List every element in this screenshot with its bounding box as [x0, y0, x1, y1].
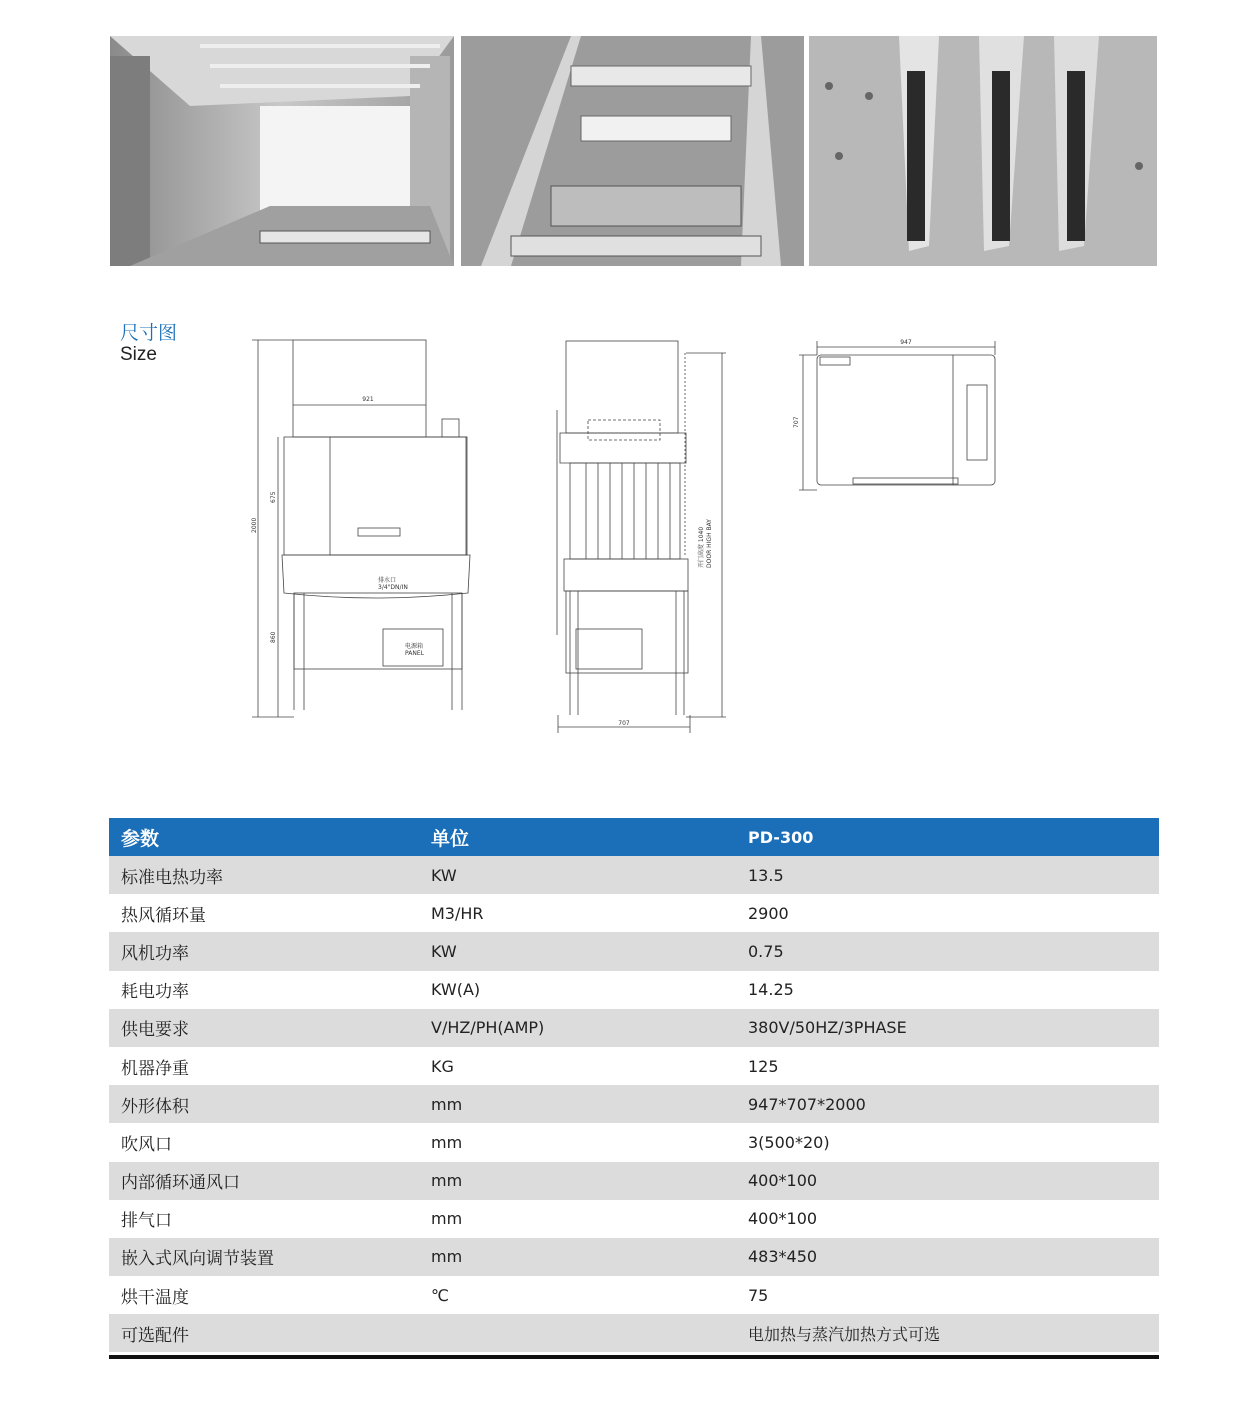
front-lower-height: 860 — [270, 631, 277, 643]
row-param: 耗电功率 — [109, 971, 419, 1009]
table-row — [109, 1200, 1159, 1238]
row-value: 400*100 — [736, 1162, 1159, 1200]
table-row — [109, 1123, 1159, 1161]
table-row — [109, 1238, 1159, 1276]
table-row — [109, 1047, 1159, 1085]
table-row — [109, 932, 1159, 970]
table-row — [109, 1085, 1159, 1123]
side-bottom-width: 707 — [618, 720, 630, 727]
row-value: 483*450 — [736, 1238, 1159, 1276]
row-param: 标准电热功率 — [109, 856, 419, 894]
door-height-label: 开门高度 1040 — [698, 526, 705, 568]
row-param: 嵌入式风向调节装置 — [109, 1238, 419, 1276]
row-unit: M3/HR — [419, 894, 736, 932]
row-unit: mm — [419, 1200, 736, 1238]
row-value: 14.25 — [736, 971, 1159, 1009]
row-unit: KW — [419, 932, 736, 970]
table-row — [109, 856, 1159, 894]
front-total-height: 2000 — [251, 517, 258, 533]
top-view-drawing — [795, 335, 1005, 495]
outlet-label: 排水口 — [378, 577, 397, 584]
table-bottom-rule — [109, 1355, 1159, 1359]
oven-interior-photo — [110, 36, 454, 266]
row-unit: mm — [419, 1162, 736, 1200]
front-view-drawing — [250, 335, 490, 725]
row-value: 2900 — [736, 894, 1159, 932]
air-duct-photo — [809, 36, 1157, 266]
panel-label: 电源箱 — [405, 643, 424, 650]
row-value: 380V/50HZ/3PHASE — [736, 1009, 1159, 1047]
row-param: 吹风口 — [109, 1123, 419, 1161]
conveyor-rack-photo — [461, 36, 804, 266]
row-value: 13.5 — [736, 856, 1159, 894]
row-unit: KW — [419, 856, 736, 894]
size-title-en: Size — [120, 344, 157, 365]
table-row — [109, 971, 1159, 1009]
table-row — [109, 1314, 1159, 1352]
side-view-drawing — [550, 335, 730, 735]
row-value: 125 — [736, 1047, 1159, 1085]
front-upper-height: 675 — [270, 491, 277, 503]
row-value: 75 — [736, 1276, 1159, 1314]
row-param: 可选配件 — [109, 1314, 419, 1352]
row-value: 3(500*20) — [736, 1123, 1159, 1161]
row-value: 947*707*2000 — [736, 1085, 1159, 1123]
row-value: 电加热与蒸汽加热方式可选 — [736, 1314, 1159, 1352]
header-unit: 单位 — [419, 818, 736, 856]
table-row — [109, 1009, 1159, 1047]
row-unit: mm — [419, 1123, 736, 1161]
row-param: 机器净重 — [109, 1047, 419, 1085]
row-param: 风机功率 — [109, 932, 419, 970]
header-model: PD-300 — [736, 818, 1159, 856]
row-unit: ℃ — [419, 1276, 736, 1314]
row-param: 供电要求 — [109, 1009, 419, 1047]
front-top-width: 921 — [362, 396, 374, 403]
table-row — [109, 894, 1159, 932]
door-height-sub-label: DOOR HIGH BAY — [706, 519, 713, 568]
table-row — [109, 1162, 1159, 1200]
row-param: 热风循环量 — [109, 894, 419, 932]
row-param: 排气口 — [109, 1200, 419, 1238]
row-unit: KG — [419, 1047, 736, 1085]
size-section-title — [120, 322, 177, 366]
outlet-sub-label: 3/4"DN/IN — [378, 584, 408, 591]
panel-sub-label: PANEL — [405, 650, 424, 657]
row-unit: mm — [419, 1238, 736, 1276]
row-unit: mm — [419, 1085, 736, 1123]
spec-table-header — [109, 818, 1159, 856]
size-title-cn: 尺寸图 — [120, 322, 178, 344]
row-value: 400*100 — [736, 1200, 1159, 1238]
row-unit: V/HZ/PH(AMP) — [419, 1009, 736, 1047]
row-param: 内部循环通风口 — [109, 1162, 419, 1200]
row-unit: KW(A) — [419, 971, 736, 1009]
row-value: 0.75 — [736, 932, 1159, 970]
spec-table — [109, 818, 1159, 1352]
table-row — [109, 1276, 1159, 1314]
top-view-width: 947 — [900, 339, 912, 346]
row-unit — [419, 1314, 736, 1352]
row-param: 烘干温度 — [109, 1276, 419, 1314]
header-param: 参数 — [109, 818, 419, 856]
top-view-depth: 707 — [793, 416, 800, 428]
row-param: 外形体积 — [109, 1085, 419, 1123]
